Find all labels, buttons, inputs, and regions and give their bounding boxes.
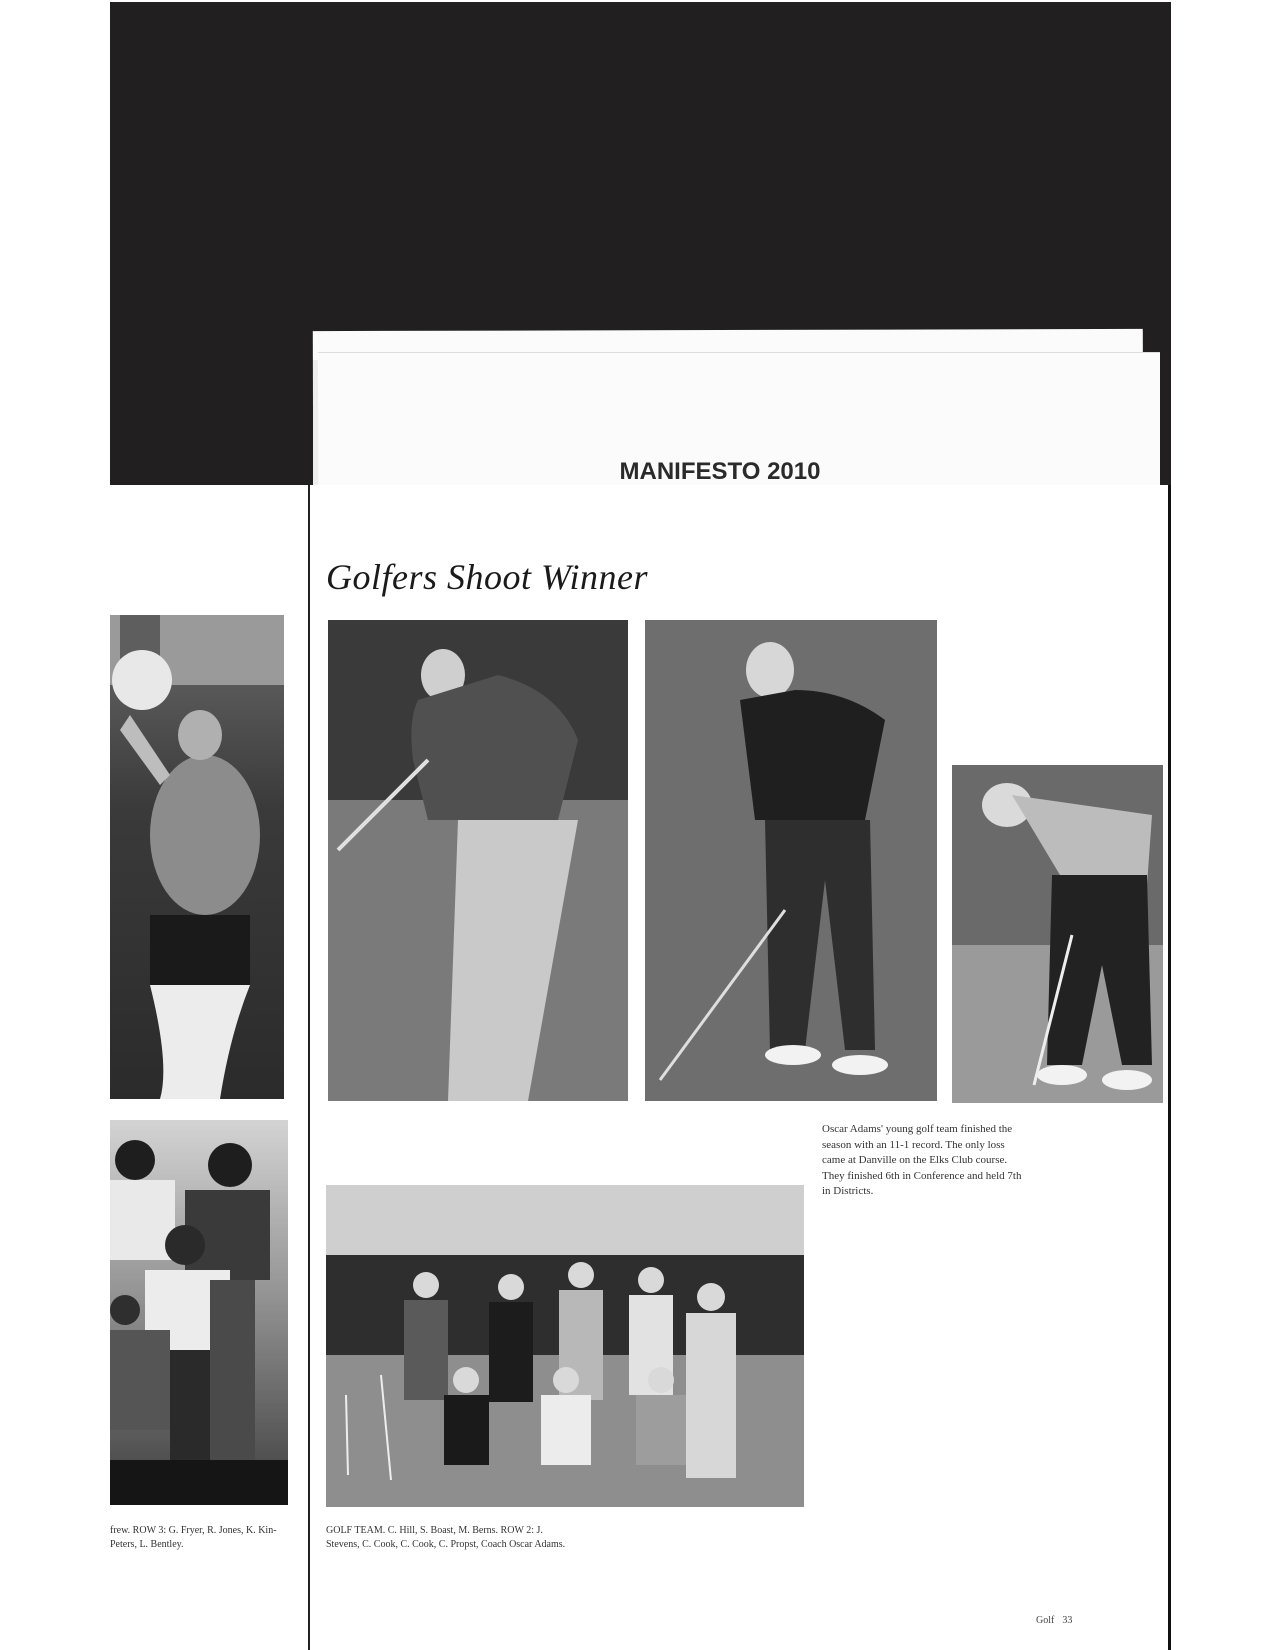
left-page-caption: frew. ROW 3: G. Fryer, R. Jones, K. Kin- Peters, L. Bentley. <box>110 1525 277 1550</box>
team-photo-caption: GOLF TEAM. C. Hill, S. Boast, M. Berns. ROW 2: J. Stevens, C. Cook, C. Cook, C. Propst, Coach Oscar Adams. <box>326 1525 566 1550</box>
folio-label: Golf <box>1036 1615 1055 1626</box>
page-headline: Golfers Shoot Winner <box>326 557 648 597</box>
golfer-follow-through-photo <box>328 620 628 1101</box>
watermark-text: MANIFESTO 2010 <box>619 458 821 485</box>
group-portrait-photo <box>110 1120 288 1505</box>
page-folio <box>1036 1615 1072 1626</box>
page-number: 33 <box>1062 1615 1073 1626</box>
page-edge-shadow <box>1168 485 1171 1650</box>
golf-team-photo <box>326 1185 804 1507</box>
article-body-text: Oscar Adams' young golf team finished the season with an 11-1 record. The only loss came at Danville on the Elks Club course. They finished 6th in Conference and held 7th in Districts. <box>822 1123 1022 1197</box>
golfer-putting-photo <box>952 765 1163 1103</box>
golfer-chipping-photo <box>645 620 937 1101</box>
underlying-page-edge <box>313 360 318 490</box>
volleyball-player-photo <box>110 615 284 1099</box>
